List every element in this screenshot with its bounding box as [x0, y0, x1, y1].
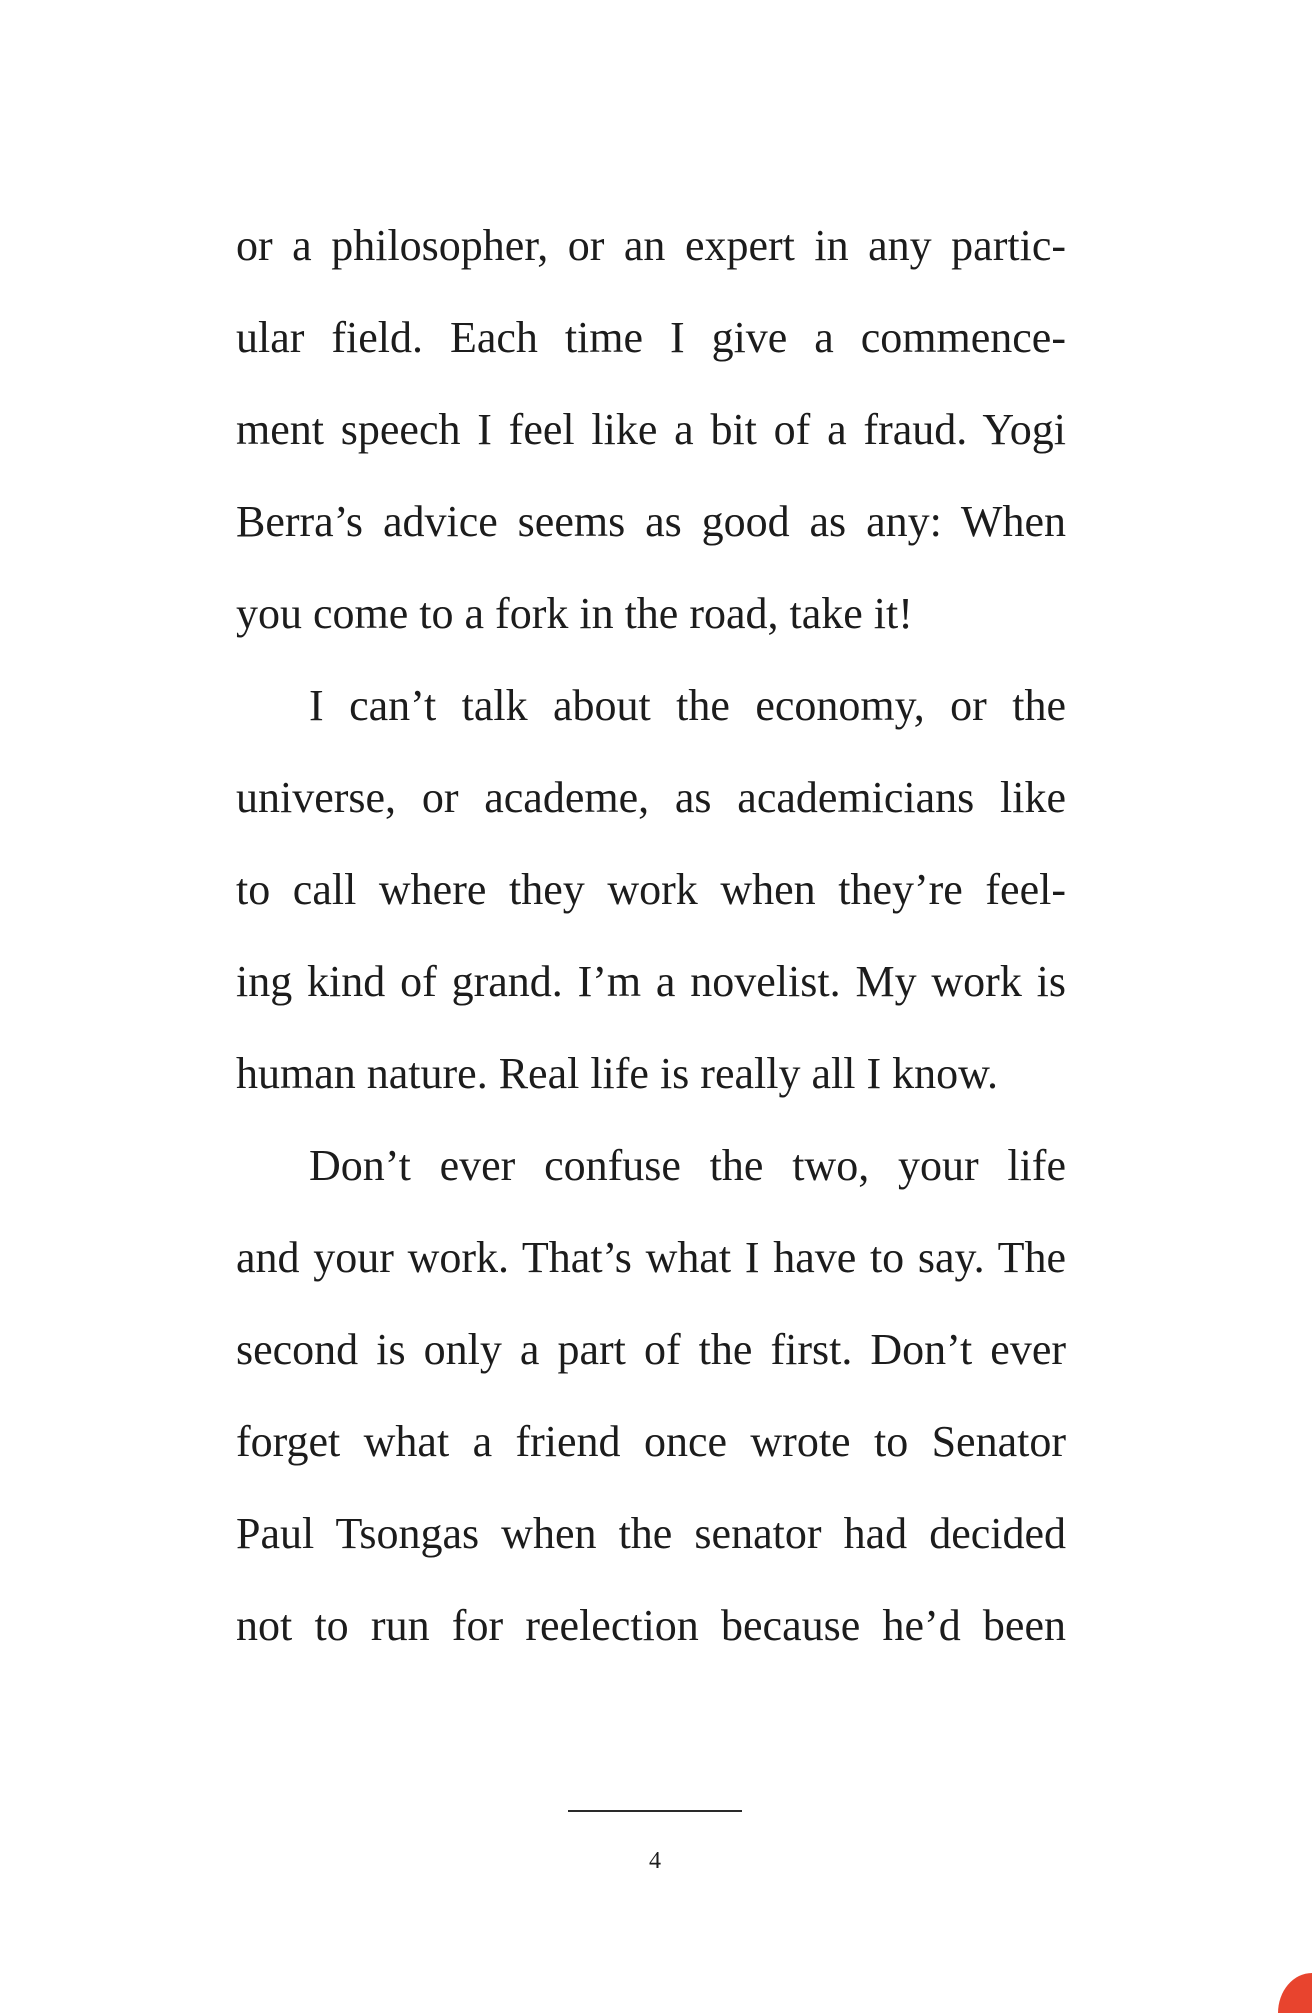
text-line: human nature. Real life is really all I know.	[236, 1049, 999, 1098]
text-line: universe, or academe, as academicians like	[236, 773, 1066, 822]
text-line: or a philosopher, or an expert in any partic-	[236, 221, 1066, 270]
text-line: not to run for reelection because he’d been	[236, 1601, 1066, 1650]
text-line-paragraph-start: Don’t ever confuse the two, your life	[309, 1141, 1066, 1190]
corner-mark	[1278, 1973, 1312, 2013]
text-line: and your work. That’s what I have to say. The	[236, 1233, 1066, 1282]
page-number: 4	[649, 1848, 661, 1874]
text-line: Berra’s advice seems as good as any: When	[236, 497, 1066, 546]
text-line: Paul Tsongas when the senator had decided	[236, 1509, 1066, 1558]
text-line: you come to a fork in the road, take it!	[236, 589, 913, 638]
text-line: second is only a part of the first. Don’t ever	[236, 1325, 1066, 1374]
text-line: forget what a friend once wrote to Senator	[236, 1417, 1066, 1466]
text-line: to call where they work when they’re feel-	[236, 865, 1066, 914]
text-line: ment speech I feel like a bit of a fraud. Yogi	[236, 405, 1066, 454]
folio-rule	[568, 1810, 742, 1812]
text-line: ular field. Each time I give a commence-	[236, 313, 1066, 362]
text-line-paragraph-start: I can’t talk about the economy, or the	[309, 681, 1066, 730]
text-line: ing kind of grand. I’m a novelist. My work is	[236, 957, 1066, 1006]
